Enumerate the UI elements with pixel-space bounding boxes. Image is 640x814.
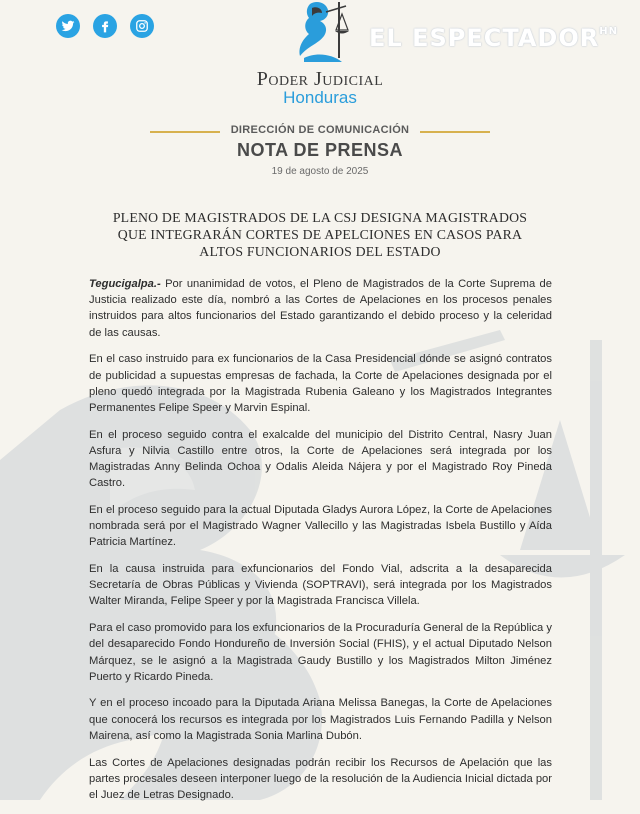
headline <box>100 209 540 260</box>
body-paragraph: En el caso instruido para ex funcionarios de la Casa Presidencial dónde se asignó contratos de publicidad a supuestas empresas de fachada, la Corte de Apelaciones designada por el pleno quedó integrada por la Magistrada Rubenia Galeano y los Magistrados Integrantes Permanentes Felipe Speer y Marvin Espinal. <box>89 353 552 414</box>
social-links <box>56 14 154 38</box>
country-name: Honduras <box>283 88 357 107</box>
document-type: NOTA DE PRENSA <box>236 140 403 160</box>
lead-paragraph <box>89 276 552 341</box>
lead-text: Por unanimidad de votos, el Pleno de Magistrados de la Corte Suprema de Justicia realizado este día, nombró a las Cortes de Apelaciones en los procesos penales instruidos para altos funcionarios del Estado garantizando el debido proceso y la celeridad de las causas. <box>89 278 552 339</box>
institution-name: Poder Judicial <box>256 68 384 90</box>
body-paragraph: En el proceso seguido contra el exalcalde del municipio del Distrito Central, Nasry Juan Asfura y Nilvia Castillo entre otros, la Corte de Apelaciones será integrada por los Magistradas Anny Belinda Ochoa y Odalis Aleida Nájera y por el Magistrado Roy Pineda Castro. <box>89 428 552 490</box>
el-espectador-brand <box>369 24 618 52</box>
instagram-icon[interactable] <box>130 14 154 38</box>
body-paragraph: Para el caso promovido para los exfuncionarios de la Procuraduría General de la República y del desaparecido Fondo Hondureño de Inversión Social (FHIS), y el actual Diputado Nelson Márquez, se le asignó a la Magistrada Gaudy Bustillo y los Magistrados Milton Jiménez Puerto y Ricardo Pineda. <box>89 622 552 683</box>
body-paragraph: Y en el proceso incoado para la Diputada Ariana Melissa Banegas, la Corte de Apelaciones que conocerá los recursos es integrada por los Magistrados Luis Fernando Padilla y Nelson Mairena, así como la Magistrada Sonia Marlina Dubón. <box>89 697 552 742</box>
dateline-city: Tegucigalpa.- <box>89 278 161 290</box>
headline-line: QUE INTEGRARÁN CORTES DE APELCIONES EN CASOS PARA <box>117 227 523 242</box>
headline-line: ALTOS FUNCIONARIOS DEL ESTADO <box>199 244 441 259</box>
release-date: 19 de agosto de 2025 <box>271 166 369 177</box>
brand-name: EL ESPECTADOR <box>369 24 600 52</box>
body-paragraph: En el proceso seguido para la actual Diputada Gladys Aurora López, la Corte de Apelaciones nombrada será por el Magistrado Wagner Vallecillo y las Magistradas Isbela Bustillo y Aída Patricia Martínez. <box>89 503 552 549</box>
headline-line: PLENO DE MAGISTRADOS DE LA CSJ DESIGNA MAGISTRADOS <box>112 210 528 225</box>
twitter-icon[interactable] <box>56 14 80 38</box>
body-paragraph: En la causa instruida para exfuncionarios del Fondo Vial, adscrita a la desaparecida Secretaría de Obras Públicas y Vivienda (SOPTRAVI), será integrada por los Magistrados Walter Miranda, Felipe Speer y por la Magistrada Francisca Villela. <box>89 563 552 608</box>
brand-suffix: HN <box>599 26 618 37</box>
facebook-icon[interactable] <box>93 14 117 38</box>
article-body <box>89 276 552 814</box>
department-label: DIRECCIÓN DE COMUNICACIÓN <box>230 124 410 136</box>
poder-judicial-logo <box>282 0 362 66</box>
body-paragraph: Las Cortes de Apelaciones designadas podrán recibir los Recursos de Apelación que las partes procesales deseen interponer luego de la resolución de la Audiencia Inicial dictada por el Juez de Letras Designado. <box>89 756 552 801</box>
